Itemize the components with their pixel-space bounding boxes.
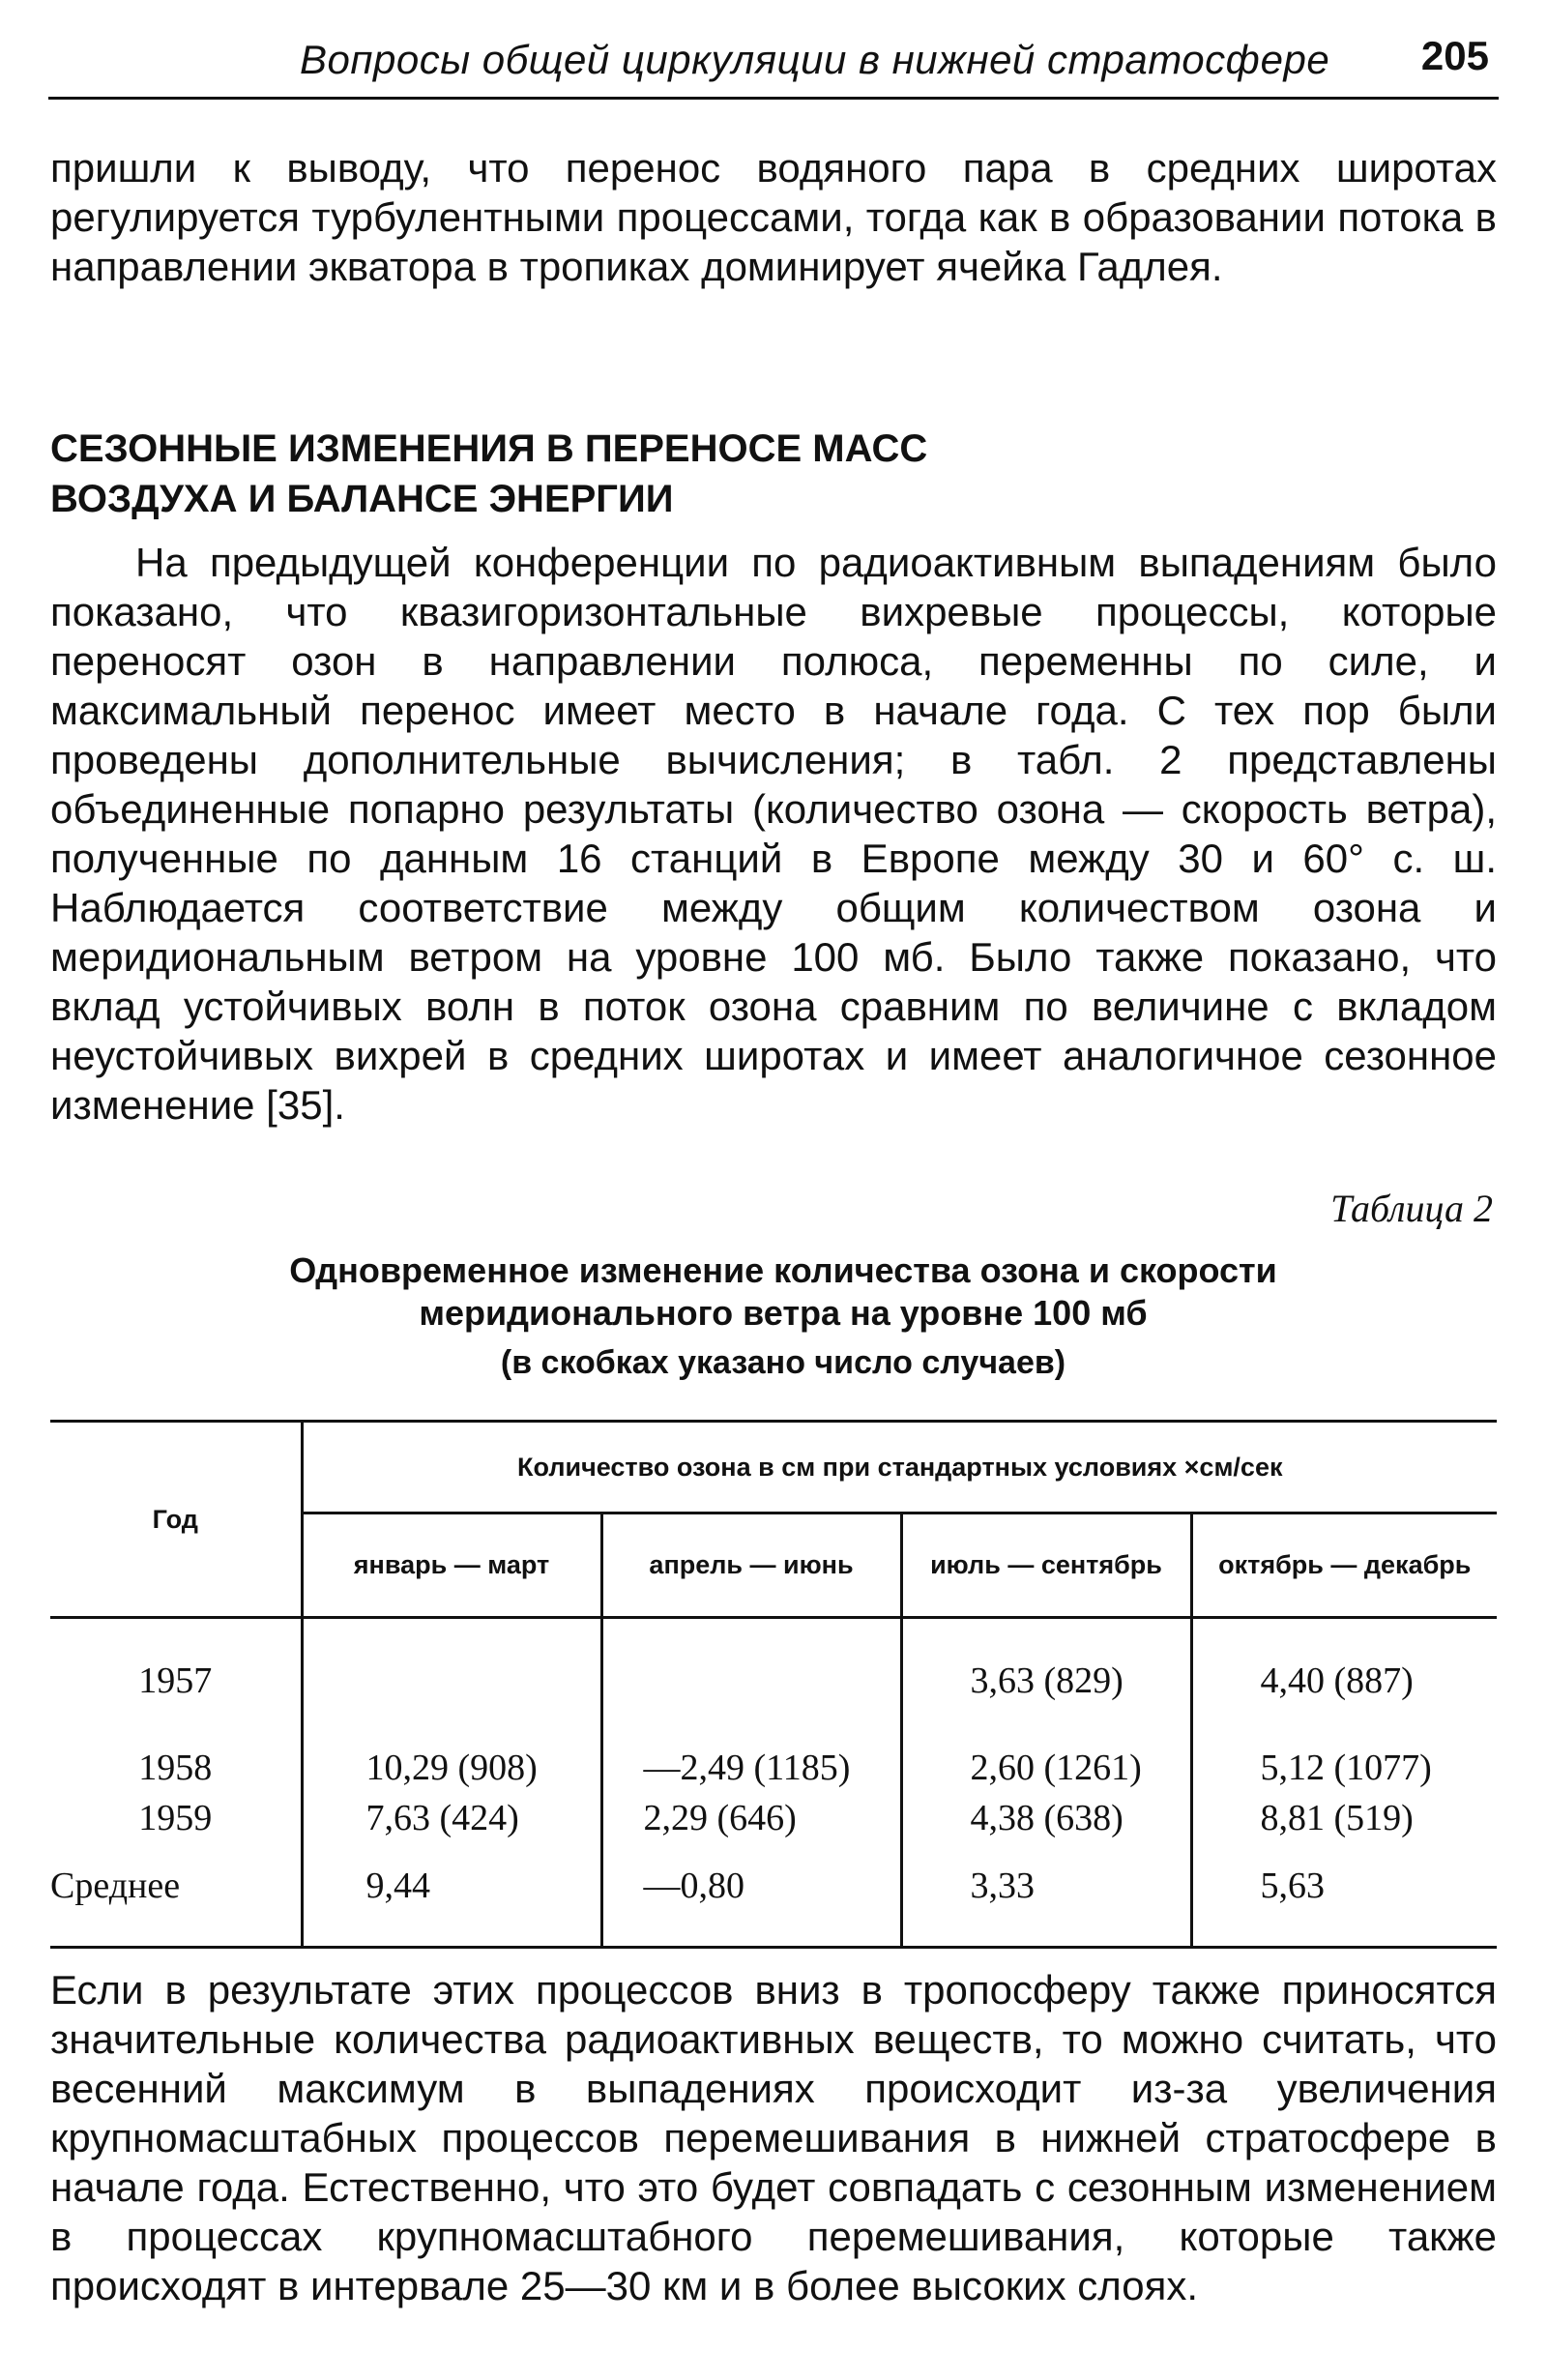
cell-apr-jun <box>601 1618 901 1744</box>
paragraph-3: Если в результате этих процессов вниз в тропосферу также приносятся значительные количества радиоактивных веществ, то можно считать, что весенний максимум в выпадениях происходит из-за увеличения крупномасштабных процессов перемешивания в нижней стратосфере в начале года. Естественно, что это будет совпадать с сезонным изменением в процессах крупномасштабного перемешивания, которые также происходят в интервале 25—30 км и в более высоких слоях. <box>50 1967 1497 2308</box>
table-row <box>50 1843 1497 1948</box>
cell-oct-dec: 8,81 (519) <box>1191 1793 1497 1843</box>
ozone-wind-table <box>50 1420 1497 1949</box>
cell-oct-dec: 4,40 (887) <box>1191 1618 1497 1744</box>
column-group-header: Количество озона в см при стандартных условиях ×см/сек <box>302 1422 1497 1513</box>
cell-jul-sep: 2,60 (1261) <box>901 1743 1191 1793</box>
cell-apr-jun: 2,29 (646) <box>601 1793 901 1843</box>
cell-oct-dec: 5,12 (1077) <box>1191 1743 1497 1793</box>
column-header-jul-sep: июль — сентябрь <box>901 1513 1191 1618</box>
running-title: Вопросы общей циркуляции в нижней стратосфере <box>300 37 1330 82</box>
page-number: 205 <box>1420 33 1489 78</box>
paragraph-2: На предыдущей конференции по радиоактивным выпадениям было показано, что квазигоризонтальные вихревые процессы, которые переносят озон в направлении полюса, переменны по силе, и максимальный перенос имеет место в начале года. С тех пор были проведены дополнительные вычисления; в табл. 2 представлены объединенные попарно результаты (количество озона — скорость ветра), полученные по данным 16 станций в Европе между 30 и 60° с. ш. Наблюдается соответствие между общим количеством озона и меридиональным ветром на уровне 100 мб. Было также показано, что вклад устойчивых волн в поток озона сравним по величине с вкладом неустойчивых вихрей в средних широтах и имеет аналогичное сезонное изменение [35]. <box>50 540 1497 1128</box>
section-heading-line-1: СЕЗОННЫЕ ИЗМЕНЕНИЯ В ПЕРЕНОСЕ МАСС <box>50 427 928 470</box>
section-heading-line-2: ВОЗДУХА И БАЛАНСЕ ЭНЕРГИИ <box>50 478 674 520</box>
cell-apr-jun: —0,80 <box>601 1843 901 1948</box>
column-header-oct-dec: октябрь — декабрь <box>1191 1513 1497 1618</box>
table-row <box>50 1793 1497 1843</box>
table-row <box>50 1618 1497 1744</box>
row-year: 1959 <box>138 1798 213 1838</box>
section-heading <box>50 424 1307 524</box>
cell-jan-mar <box>302 1618 601 1744</box>
cell-jul-sep: 3,63 (829) <box>901 1618 1191 1744</box>
cell-jul-sep: 3,33 <box>901 1843 1191 1948</box>
cell-jan-mar: 9,44 <box>302 1843 601 1948</box>
table-title-line-1: Одновременное изменение количества озона и скорости <box>289 1250 1277 1290</box>
cell-apr-jun: —2,49 (1185) <box>601 1743 901 1793</box>
table-note: (в скобках указано число случаев) <box>500 1344 1066 1381</box>
table-title-line-2: меридионального ветра на уровне 100 мб <box>419 1293 1148 1333</box>
table-label: Таблица 2 <box>1330 1187 1493 1230</box>
page-header <box>48 27 1499 100</box>
column-header-year: Год <box>50 1422 302 1618</box>
cell-jul-sep: 4,38 (638) <box>901 1793 1191 1843</box>
table-title <box>116 1249 1450 1335</box>
paragraph-1: пришли к выводу, что перенос водяного пара в средних широтах регулируется турбулентными процессами, тогда как в образовании потока в направлении экватора в тропиках доминирует ячейка Гадлея. <box>50 145 1497 289</box>
cell-jan-mar: 7,63 (424) <box>302 1793 601 1843</box>
column-header-jan-mar: январь — март <box>302 1513 601 1618</box>
table-row <box>50 1743 1497 1793</box>
row-year: 1957 <box>138 1660 213 1701</box>
row-year: Среднее <box>50 1843 302 1948</box>
row-year: 1958 <box>138 1748 213 1788</box>
column-header-apr-jun: апрель — июнь <box>601 1513 901 1618</box>
cell-jan-mar: 10,29 (908) <box>302 1743 601 1793</box>
cell-oct-dec: 5,63 <box>1191 1843 1497 1948</box>
